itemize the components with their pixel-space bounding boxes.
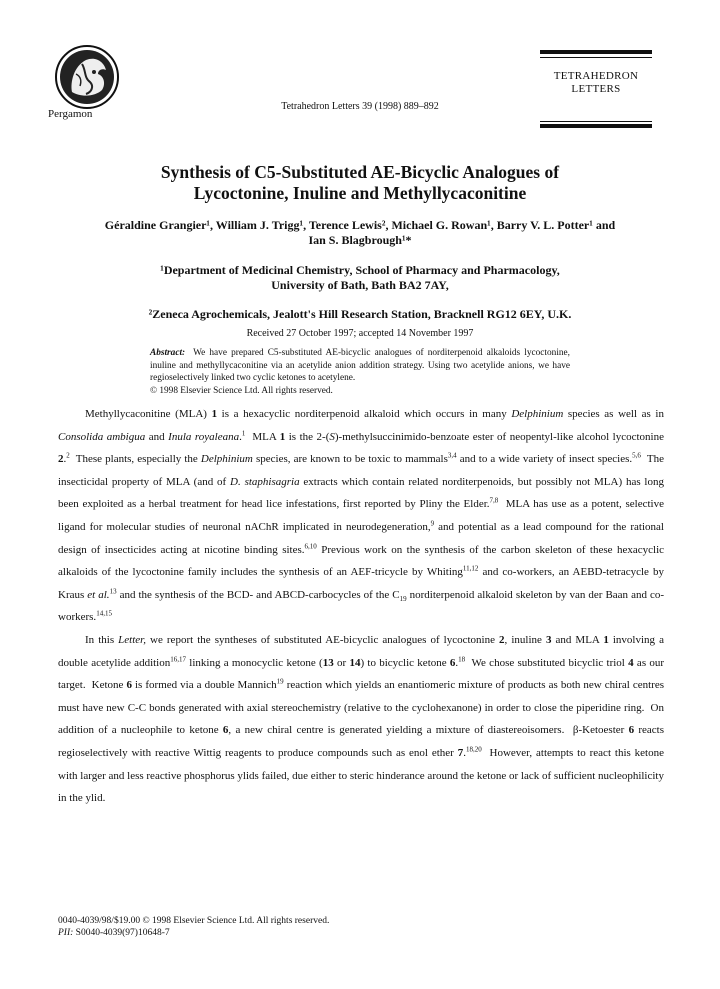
journal-rule bbox=[540, 50, 652, 54]
journal-rule bbox=[540, 57, 652, 58]
abstract-label: Abstract: bbox=[150, 348, 186, 358]
body-paragraph-2: In this Letter, we report the syntheses of substituted AE-bicyclic analogues of lycoctonine 2, inuline 3 and MLA 1 involving a double acetylide addition$^{16,17}$ linking a monocyclic ketone (13 or 14) to bicyclic ketone 6.18 We chose substituted bicyclic triol 4 as our target. Ketone 6 is formed via a double Mannich$^{19}$ reaction which yields an enantiomeric mixture of products as both new chiral centres must have new C-C bonds generated with axial stereochemistry (relative to the cyclohexanone) in order to close the piperidine ring. On addition of a nucleophile to ketone 6, a new chiral centre is generated yielding a mixture of diastereoisomers. β-Ketoester 6 reacts regioselectively with reactive Wittig reagents to produce compounds such as enol ether 7.$^{18,20}$ However, attempts to react this ketone with larger and less reactive phosphorus ylids failed, due either to steric hinderance around the ketone or lack of sufficient nucleophilicity in the ylid. bbox=[58, 633, 665, 805]
abstract-text: We have prepared C5-substituted AE-bicyclic analogues of norditerpenoid alkaloids lycoctonine, inuline and methyllycaconitine via an acetylide anion addition strategy. Using two acetylide anions, we have regioselectively linked two cyclic ketones to acetylene. bbox=[150, 348, 570, 383]
abstract-copyright: © 1998 Elsevier Science Ltd. All rights reserved. bbox=[150, 385, 333, 396]
body-text bbox=[58, 403, 664, 810]
affiliation-2: ²Zeneca Agrochemicals, Jealott's Hill Research Station, Bracknell RG12 6EY, U.K. bbox=[148, 307, 572, 321]
abstract bbox=[150, 347, 570, 397]
affiliation-1: ¹Department of Medicinal Chemistry, School of Pharmacy and Pharmacology, University of Bath, Bath BA2 7AY, bbox=[160, 263, 560, 292]
author-list: Géraldine Grangier¹, William J. Trigg¹, Terence Lewis², Michael G. Rowan¹, Barry V. L. Potter¹ and Ian S. Blagbrough¹* bbox=[104, 218, 616, 247]
journal-citation: Tetrahedron Letters 39 (1998) 889–892 bbox=[281, 101, 439, 112]
journal-rule bbox=[540, 124, 652, 128]
received-dates: Received 27 October 1997; accepted 14 November 1997 bbox=[246, 328, 474, 339]
body-paragraph-1: Methyllycaconitine (MLA) 1 is a hexacyclic norditerpenoid alkaloid which occurs in many Delphinium species as well as in Consolida ambigua and Inula royaleana.$^1$ MLA 1 is the 2-(S)-methylsuccinimido-benzoate ester of neopentyl-like alcohol lycoctonine 2.$^2$ These plants, especially the Delphinium species, are known to be toxic to mammals$^{3,4}$ and to a wide variety of insect species.$^{5,6}$ The insecticidal property of MLA (and of D. staphisagria extracts which contain related norditerpenoids, but possibly not MLA) has long been exploited as a herbal treatment for head lice infestations, first reported by Pliny the Elder.$^{7,8}$ MLA has use as a potent, selective ligand for molecular studies of neuronal nAChR implicated in neurodegeneration,$^9$ and potential as a lead compound for the rational design of insecticides acting at nicotine binding sites.$^{6,10}$ Previous work on the synthesis of the carbon skeleton of these hexacyclic alkaloids of the lycoctonine family includes the synthesis of an AEF-tricycle by Whiting$^{11,12}$ and co-workers, an AEBD-tetracycle by Kraus et al.$^{13}$ and the synthesis of the BCD- and ABCD-carbocycles of the $C_{19}$ norditerpenoid alkaloid skeleton by van der Baan and co-workers.$^{14,15}$ bbox=[58, 408, 665, 624]
journal-rule bbox=[540, 121, 652, 122]
footer-copyright: 0040-4039/98/$19.00 © 1998 Elsevier Science Ltd. All rights reserved. PII: S0040-4039(97)10648-7 bbox=[58, 916, 330, 938]
publisher-name: Pergamon bbox=[48, 108, 93, 120]
article-title: Synthesis of C5-Substituted AE-Bicyclic Analogues of Lycoctonine, Inuline and Methyllycaconitine bbox=[160, 162, 560, 203]
journal-name: TETRAHEDRON LETTERS bbox=[553, 70, 639, 95]
